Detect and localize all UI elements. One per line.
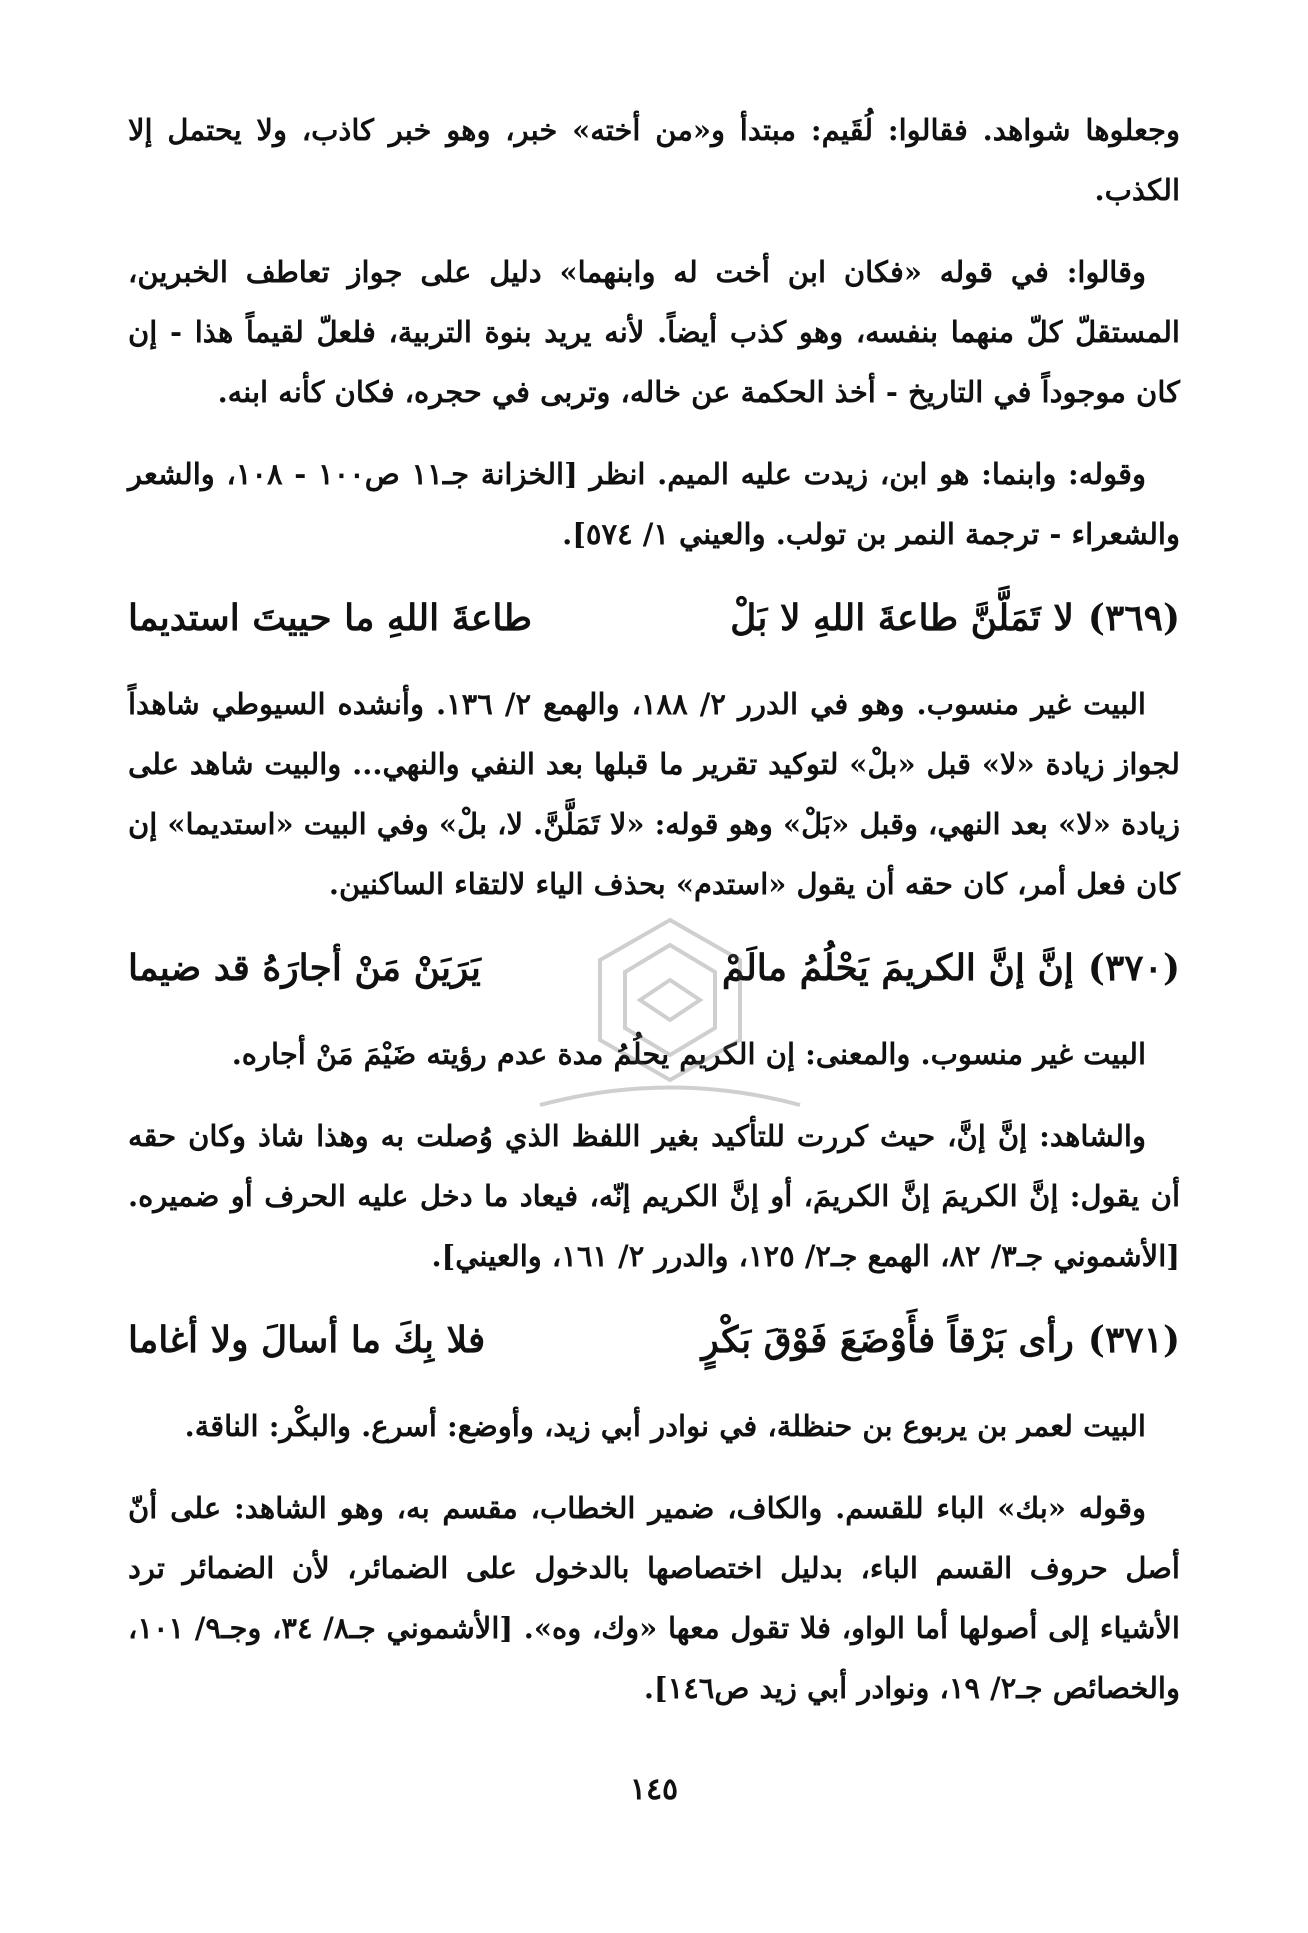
verse-hemistich-second: طاعةَ اللهِ ما حييتَ استديما: [127, 597, 533, 639]
verse-369-commentary: البيت غير منسوب. وهو في الدرر ٢/ ١٨٨، والهمع ٢/ ١٣٦. وأنشده السيوطي شاهداً لجواز زيادة «لا» قبل «بلْ» لتوكيد تقرير ما قبلها بعد النفي والنهي... والبيت شاهد على زيادة «لا» بعد النهي، وقبل «بَلْ» وهو قوله: «لا تَمَلَّنَّ. لا، بلْ» وفي البيت «استديما» إن كان فعل أمر، كان حقه أن يقول «استدم» بحذف الياء لالتقاء الساكنين.: [127, 687, 1180, 901]
paragraph-3: وقوله: وابنما: هو ابن، زيدت عليه الميم. انظر [الخزانة جـ١١ ص١٠٠ - ١٠٨، والشعر والشعراء - ترجمة النمر بن تولب. والعيني ١/ ٥٧٤].: [128, 457, 1180, 551]
verse-number: (٣٧١): [1087, 1319, 1180, 1361]
verse-hemistich-first: رأى بَرْقاً فأَوْضَعَ فَوْقَ بَكْرٍ: [701, 1319, 1074, 1361]
library-watermark-icon: [520, 900, 820, 1120]
verse-number: (٣٧٠): [1087, 947, 1180, 989]
verse-371-commentary-1: البيت لعمر بن يربوع بن حنظلة، في نوادر أبي زيد، وأوضع: أسرع. والبكْر: الناقة.: [184, 1409, 1146, 1443]
verse-hemistich-first: لا تَمَلَّنَّ طاعةَ اللهِ لا بَلْ: [730, 597, 1074, 639]
verse-number: (٣٦٩): [1087, 597, 1180, 639]
verse-371-commentary-2: وقوله «بك» الباء للقسم. والكاف، ضمير الخطاب، مقسم به، وهو الشاهد: على أنّ أصل حروف القسم الباء، بدليل اختصاصها بالدخول على الضمائر، لأن الضمائر ترد الأشياء إلى أصولها أما الواو، فلا تقول معها «وك، وه». [الأشموني جـ٨/ ٣٤، وجـ٩/ ١٠١، والخصائص جـ٢/ ١٩، ونوادر أبي زيد ص١٤٦].: [128, 1491, 1180, 1705]
page-number: ١٤٥: [629, 1772, 679, 1807]
verse-hemistich-first: إنَّ إنَّ الكريمَ يَحْلُمُ مالَمْ: [721, 947, 1074, 989]
verse-370-commentary-1: البيت غير منسوب. والمعنى: إن الكريم يحلُمُ مدة عدم رؤيته ضَيْمَ مَنْ أجاره.: [231, 1037, 1146, 1071]
verse-369: [128, 586, 1180, 650]
verse-hemistich-second: فلا بِكَ ما أسالَ ولا أغاما: [127, 1319, 486, 1361]
verse-hemistich-second: يَرَيَنْ مَنْ أجارَهُ قد ضيما: [127, 947, 481, 989]
verse-370-commentary-2: والشاهد: إنَّ إنَّ، حيث كررت للتأكيد بغير اللفظ الذي وُصلت به وهذا شاذ وكان حقه أن يقول: إنَّ الكريمَ إنَّ الكريمَ، أو إنَّ الكريم إنّه، فيعاد ما دخل عليه الحرف أو ضميره. [الأشموني جـ٣/ ٨٢، الهمع جـ٢/ ١٢٥، والدرر ٢/ ١٦١، والعيني].: [128, 1119, 1180, 1273]
paragraph-1: وجعلوها شواهد. فقالوا: لُقَيم: مبتدأ و«من أخته» خبر، وهو خبر كاذب، ولا يحتمل إلا الكذب.: [128, 113, 1180, 207]
paragraph-2: وقالوا: في قوله «فكان ابن أخت له وابنهما» دليل على جواز تعاطف الخبرين، المستقلّ كلّ منهما بنفسه، وهو كذب أيضاً. لأنه يريد بنوة التربية، فلعلّ لقيماً هذا - إن كان موجوداً في التاريخ - أخذ الحكمة عن خاله، وتربى في حجره، فكان كأنه ابنه.: [128, 255, 1180, 409]
verse-371: [128, 1308, 1180, 1372]
